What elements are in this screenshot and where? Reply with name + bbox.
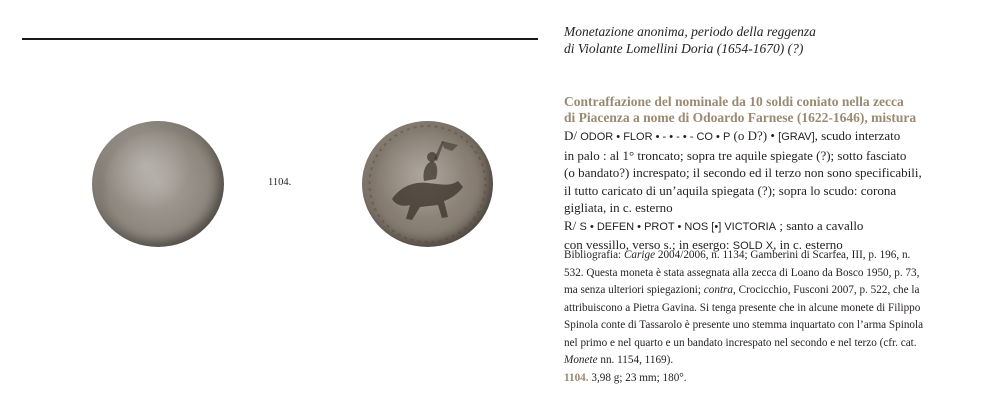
reverse-text: con vessillo, verso s.; in esergo: bbox=[564, 237, 733, 252]
specimen-number: 1104. bbox=[564, 371, 589, 384]
entry-title bbox=[564, 94, 984, 126]
obverse-line: il tutto caricato di un’aquila spiegata (?); sopra lo scudo: corona bbox=[564, 182, 897, 198]
bib-italic: Monete bbox=[564, 354, 598, 366]
obverse-prefix: D/ bbox=[564, 128, 581, 143]
coin-obverse-image bbox=[92, 121, 224, 247]
reverse-line bbox=[564, 217, 984, 237]
section-header bbox=[564, 23, 984, 57]
obverse-line bbox=[564, 127, 984, 147]
bib-line bbox=[564, 247, 984, 265]
title-line: Contraffazione del nominale da 10 soldi coniato nella zecca bbox=[564, 94, 904, 109]
header-line: di Violante Lomellini Doria (1654-1670) (?) bbox=[564, 41, 804, 56]
bib-italic: Carige bbox=[623, 249, 656, 261]
specimen-line bbox=[564, 370, 984, 388]
horseman-figure bbox=[362, 121, 493, 247]
bib-line: 532. Questa moneta è stata assegnata alla zecca di Loano da Bosco 1950, p. 73, bbox=[564, 266, 920, 279]
bib-line bbox=[564, 282, 984, 300]
bib-italic: contra bbox=[703, 284, 734, 296]
bib-line bbox=[564, 352, 984, 370]
bib-line: nel primo e nel quarto e un bandato increspato nel secondo e nel terzo (cfr. cat. bbox=[564, 336, 917, 349]
obverse-line: in palo : al 1° troncato; sopra tre aquile spiegate (?); sotto fasciato bbox=[564, 147, 907, 163]
specimen-details: 3,98 g; 23 mm; 180°. bbox=[588, 371, 687, 384]
obverse-legend-2: [GRAV] bbox=[778, 131, 815, 143]
bib-text: ma senza ulteriori spiegazioni; bbox=[564, 284, 704, 296]
reverse-prefix: R/ bbox=[564, 217, 580, 233]
obverse-line: (o bandato?) increspato; il secondo ed il terzo non sono specificabili, bbox=[564, 165, 922, 180]
bib-line: attribuiscono a Pietra Gavina. Si tenga presente che in alcune monete di Filippo bbox=[564, 301, 921, 314]
reverse-exergue: SOLD X bbox=[732, 240, 774, 252]
obverse-line: gigliata, in c. esterno bbox=[564, 200, 673, 215]
bib-line: Spinola conte di Tassarolo è presente uno stemma inquartato con l’arma Spinola bbox=[564, 319, 924, 331]
catalog-number-label: 1104. bbox=[268, 177, 292, 188]
obverse-legend: ODOR • FLOR • - • - • - CO • P bbox=[580, 131, 731, 143]
coin-reverse-image bbox=[362, 121, 493, 247]
reverse-legend: S • DEFEN • PROT • NOS [•] VICTORIA bbox=[579, 220, 777, 233]
obverse-desc: , scudo interzato bbox=[814, 128, 901, 143]
header-line: Monetazione anonima, periodo della reggenza bbox=[564, 24, 816, 39]
obverse-note: (o D?) • bbox=[730, 128, 779, 143]
bib-text: 2004/2006, n. 1134; Gamberini di Scarfea, III, p. 196, n. bbox=[655, 249, 911, 261]
reverse-desc: ; santo a cavallo bbox=[776, 217, 864, 233]
header-rule bbox=[22, 38, 538, 40]
bib-text: nn. 1154, 1169). bbox=[597, 354, 674, 366]
bibliography bbox=[564, 247, 984, 387]
bib-text: , Crocicchio, Fusconi 2007, p. 522, che la bbox=[733, 284, 920, 296]
bib-text: Bibliografia: bbox=[564, 249, 624, 261]
title-line: di Piacenza a nome di Odoardo Farnese (1622-1646), mistura bbox=[564, 110, 917, 125]
coin-description bbox=[564, 127, 984, 256]
reverse-text: , in c. esterno bbox=[773, 237, 843, 252]
